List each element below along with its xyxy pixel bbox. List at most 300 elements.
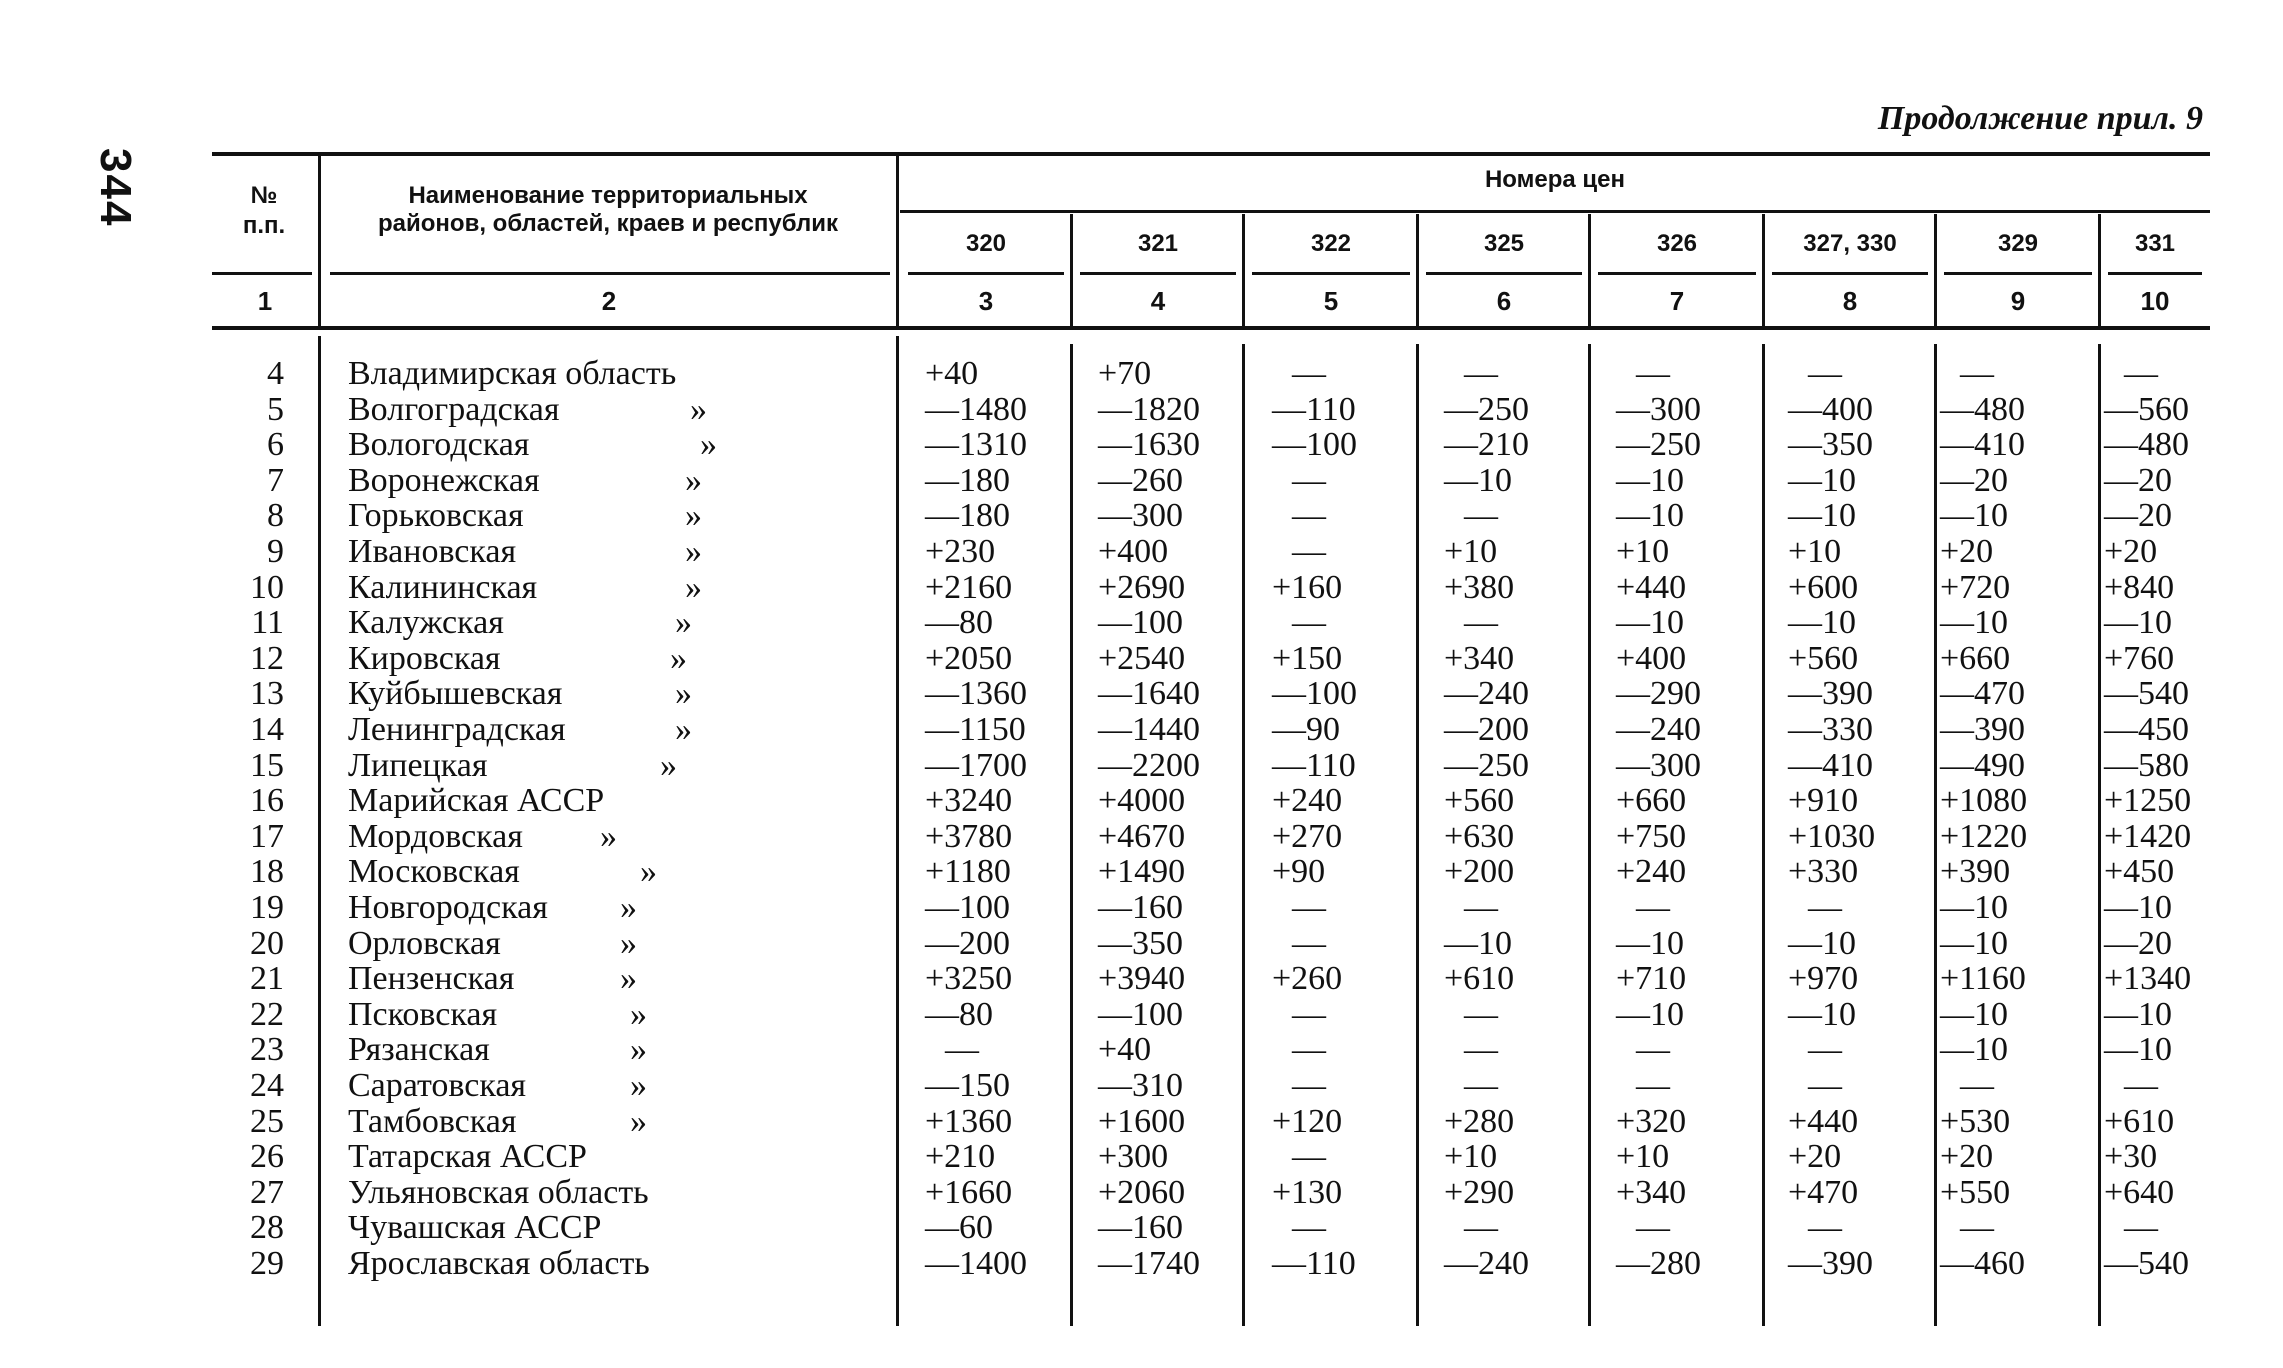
price-value: —10 (1616, 925, 1684, 962)
price-value: +710 (1616, 960, 1687, 997)
price-value: +200 (1444, 853, 1515, 890)
price-value: +4670 (1098, 818, 1186, 855)
price-value: —10 (2104, 604, 2172, 641)
ditto-mark: » (685, 462, 702, 499)
price-value: +610 (2104, 1103, 2175, 1140)
region-name: Липецкая (348, 747, 488, 784)
price-value: +1660 (925, 1174, 1013, 1211)
price-value: —20 (1940, 462, 2008, 499)
price-value: —150 (925, 1067, 1010, 1104)
ditto-mark: » (690, 391, 707, 428)
region-name: Ярославская область (348, 1245, 650, 1282)
price-value: —1640 (1098, 675, 1200, 712)
column-number: 8 (1842, 286, 1858, 316)
header-name-label: Наименование территориальных (408, 182, 808, 209)
ditto-mark: » (640, 853, 657, 890)
price-value: +130 (1272, 1174, 1343, 1211)
price-value: — (1464, 1067, 1498, 1104)
region-name: Новгородская (348, 889, 548, 926)
price-value: — (1960, 1067, 1994, 1104)
price-value: —210 (1444, 426, 1529, 463)
header-name-label-2: районов, областей, краев и республик (377, 210, 839, 237)
price-value: +120 (1272, 1103, 1343, 1140)
price-value: +450 (2104, 853, 2175, 890)
price-value: —10 (1444, 462, 1512, 499)
price-value: — (2124, 355, 2158, 392)
region-name: Марийская АССР (348, 782, 605, 819)
price-value: —460 (1940, 1245, 2025, 1282)
row-number: 27 (250, 1174, 284, 1211)
row-number: 22 (250, 996, 284, 1033)
price-value: +4000 (1098, 782, 1186, 819)
row-number: 23 (250, 1031, 284, 1068)
region-name: Воронежская (348, 462, 540, 499)
ditto-mark: » (630, 1067, 647, 1104)
price-value: +380 (1444, 569, 1515, 606)
price-value: +10 (1444, 533, 1498, 570)
price-value: —160 (1098, 889, 1183, 926)
ditto-mark: » (675, 604, 692, 641)
region-name: Калужская (348, 604, 504, 641)
price-value: +400 (1098, 533, 1169, 570)
price-value: — (1292, 1209, 1326, 1246)
price-value: +1220 (1940, 818, 2028, 855)
price-value: +750 (1616, 818, 1687, 855)
region-name: Татарская АССР (348, 1138, 587, 1175)
price-value: — (1808, 1209, 1842, 1246)
price-value: —10 (1940, 889, 2008, 926)
price-value: +400 (1616, 640, 1687, 677)
continuation-label: Продолжение прил. 9 (1877, 100, 2203, 137)
price-value: +390 (1940, 853, 2011, 890)
price-value: —200 (1444, 711, 1529, 748)
region-name: Пензенская (348, 960, 515, 997)
price-value: — (1808, 889, 1842, 926)
price-value: —300 (1098, 497, 1183, 534)
region-name: Кировская (348, 640, 501, 677)
ditto-mark: » (670, 640, 687, 677)
header-price-column: 320 (965, 230, 1007, 257)
ditto-mark: » (675, 711, 692, 748)
rule-v-col-body (1762, 344, 1765, 1326)
price-value: —560 (2104, 391, 2189, 428)
price-value: —540 (2104, 1245, 2189, 1282)
price-value: +290 (1444, 1174, 1515, 1211)
region-name: Ульяновская область (348, 1174, 649, 1211)
price-value: +3780 (925, 818, 1013, 855)
header-price-column: 325 (1483, 230, 1525, 257)
rule-header-bottom-col (1426, 272, 1582, 275)
price-value: +630 (1444, 818, 1515, 855)
price-value: —80 (925, 604, 993, 641)
row-number: 28 (250, 1209, 284, 1246)
price-value: — (1464, 1031, 1498, 1068)
price-value: — (1292, 925, 1326, 962)
price-value: +270 (1272, 818, 1343, 855)
region-name: Горьковская (348, 497, 524, 534)
price-value: +760 (2104, 640, 2175, 677)
price-value: — (1292, 1138, 1326, 1175)
row-number: 24 (250, 1067, 284, 1104)
header-num-label-2: п.п. (242, 212, 286, 239)
price-value: —10 (1788, 497, 1856, 534)
price-value: — (1960, 355, 1994, 392)
price-value: +40 (925, 355, 979, 392)
price-value: — (2124, 1067, 2158, 1104)
price-value: —10 (1788, 604, 1856, 641)
ditto-mark: » (675, 675, 692, 712)
price-value: —300 (1616, 391, 1701, 428)
row-number: 9 (267, 533, 284, 570)
price-value: —240 (1616, 711, 1701, 748)
column-number: 6 (1496, 286, 1512, 316)
price-value: —540 (2104, 675, 2189, 712)
price-value: —100 (1272, 426, 1357, 463)
price-value: — (1292, 996, 1326, 1033)
price-value: +2540 (1098, 640, 1186, 677)
ditto-mark: » (620, 925, 637, 962)
price-value: —480 (2104, 426, 2189, 463)
price-value: —480 (1940, 391, 2025, 428)
price-value: —490 (1940, 747, 2025, 784)
header-price-column: 326 (1656, 230, 1698, 257)
rule-v-col-body (1242, 344, 1245, 1326)
price-value: —240 (1444, 1245, 1529, 1282)
price-value: +210 (925, 1138, 996, 1175)
price-value: —10 (1616, 497, 1684, 534)
price-value: — (2124, 1209, 2158, 1246)
row-number: 16 (250, 782, 284, 819)
column-number: 10 (2140, 286, 2170, 316)
price-value: +720 (1940, 569, 2011, 606)
price-value: +340 (1444, 640, 1515, 677)
price-value: +1360 (925, 1103, 1013, 1140)
price-value: —250 (1444, 747, 1529, 784)
price-value: +150 (1272, 640, 1343, 677)
price-value: —100 (1098, 996, 1183, 1033)
region-name: Волгоградская (348, 391, 560, 428)
price-value: +330 (1788, 853, 1859, 890)
price-value: —10 (1940, 497, 2008, 534)
price-value: +1180 (925, 853, 1011, 890)
row-number: 7 (267, 462, 284, 499)
price-value: —20 (2104, 925, 2172, 962)
price-value: +20 (1940, 533, 1994, 570)
ditto-mark: » (685, 497, 702, 534)
region-name: Псковская (348, 996, 498, 1033)
price-value: —10 (1940, 925, 2008, 962)
region-name: Московская (348, 853, 520, 890)
price-value: — (1636, 1209, 1670, 1246)
price-value: —160 (1098, 1209, 1183, 1246)
price-value: — (1292, 355, 1326, 392)
rule-v-col-body (1070, 344, 1073, 1326)
region-name: Ивановская (348, 533, 517, 570)
rule-header-bottom-a (212, 272, 312, 275)
rule-prices-under (900, 210, 2210, 213)
price-value: — (1636, 355, 1670, 392)
row-number: 29 (250, 1245, 284, 1282)
header-price-column: 329 (1997, 230, 2039, 257)
ditto-mark: » (660, 747, 677, 784)
rule-top (212, 152, 2210, 156)
price-value: —10 (1444, 925, 1512, 962)
rule-header-bottom-col (1944, 272, 2092, 275)
column-number: 2 (601, 286, 617, 316)
price-value: — (1464, 889, 1498, 926)
row-number: 25 (250, 1103, 284, 1140)
price-value: —10 (1940, 1031, 2008, 1068)
price-value: +260 (1272, 960, 1343, 997)
price-value: —100 (1272, 675, 1357, 712)
price-value: +320 (1616, 1103, 1687, 1140)
price-value: —1310 (925, 426, 1027, 463)
price-value: — (1464, 1209, 1498, 1246)
price-value: —10 (1940, 996, 2008, 1033)
price-value: +160 (1272, 569, 1343, 606)
price-value: —110 (1272, 391, 1356, 428)
region-name: Мордовская (348, 818, 523, 855)
price-value: — (945, 1031, 979, 1068)
rule-header-bottom-col (1080, 272, 1236, 275)
ditto-mark: » (630, 996, 647, 1033)
price-value: +10 (1788, 533, 1842, 570)
price-value: +10 (1616, 1138, 1670, 1175)
price-value: —20 (2104, 497, 2172, 534)
rule-v-name-body (896, 336, 899, 1326)
price-value: —110 (1272, 1245, 1356, 1282)
region-name: Ленинградская (348, 711, 566, 748)
price-value: — (1292, 1067, 1326, 1104)
price-value: —1700 (925, 747, 1027, 784)
rule-v-col-body (2098, 344, 2101, 1326)
price-value: +560 (1788, 640, 1859, 677)
price-value: —80 (925, 996, 993, 1033)
price-value: +2050 (925, 640, 1013, 677)
price-value: +660 (1940, 640, 2011, 677)
price-value: —100 (1098, 604, 1183, 641)
price-value: —1820 (1098, 391, 1200, 428)
price-value: — (1636, 1067, 1670, 1104)
rule-colnum-bottom (212, 326, 2210, 330)
row-number: 10 (250, 569, 284, 606)
price-value: +1420 (2104, 818, 2192, 855)
column-number: 5 (1323, 286, 1339, 316)
price-value: +40 (1098, 1031, 1152, 1068)
price-value: +970 (1788, 960, 1859, 997)
price-value: +240 (1616, 853, 1687, 890)
price-value: +2060 (1098, 1174, 1186, 1211)
price-value: —10 (1788, 996, 1856, 1033)
price-value: +1080 (1940, 782, 2028, 819)
price-value: —10 (1616, 996, 1684, 1033)
price-value: +910 (1788, 782, 1859, 819)
row-number: 19 (250, 889, 284, 926)
price-value: +1160 (1940, 960, 2026, 997)
price-value: +340 (1616, 1174, 1687, 1211)
price-value: +3250 (925, 960, 1013, 997)
rule-v-num (318, 156, 321, 328)
region-name: Орловская (348, 925, 501, 962)
row-number: 13 (250, 675, 284, 712)
price-value: —10 (2104, 996, 2172, 1033)
price-value: +660 (1616, 782, 1687, 819)
row-number: 6 (267, 426, 284, 463)
rule-header-bottom-b (330, 272, 890, 275)
price-value: +90 (1272, 853, 1326, 890)
region-name: Тамбовская (348, 1103, 517, 1140)
price-value: +560 (1444, 782, 1515, 819)
price-value: —450 (2104, 711, 2189, 748)
price-value: +1250 (2104, 782, 2192, 819)
price-value: +2160 (925, 569, 1013, 606)
price-value: +550 (1940, 1174, 2011, 1211)
rule-header-bottom-col (908, 272, 1064, 275)
price-value: — (1464, 604, 1498, 641)
row-number: 8 (267, 497, 284, 534)
price-value: — (1808, 355, 1842, 392)
price-value: +2690 (1098, 569, 1186, 606)
price-value: —180 (925, 497, 1010, 534)
ditto-mark: » (620, 889, 637, 926)
price-value: —200 (925, 925, 1010, 962)
region-name: Рязанская (348, 1031, 490, 1068)
region-name: Вологодская (348, 426, 530, 463)
rule-v-num-body (318, 336, 321, 1326)
price-value: —10 (1616, 462, 1684, 499)
column-number: 3 (978, 286, 994, 316)
ditto-mark: » (600, 818, 617, 855)
price-value: —250 (1616, 426, 1701, 463)
price-value: —310 (1098, 1067, 1183, 1104)
price-value: —10 (2104, 1031, 2172, 1068)
price-value: —1630 (1098, 426, 1200, 463)
price-value: — (1292, 497, 1326, 534)
price-value: — (1636, 1031, 1670, 1068)
price-value: —60 (925, 1209, 993, 1246)
row-number: 5 (267, 391, 284, 428)
price-value: +70 (1098, 355, 1152, 392)
price-value: —2200 (1098, 747, 1200, 784)
rule-v-col-body (1416, 344, 1419, 1326)
price-value: —390 (1940, 711, 2025, 748)
price-value: —240 (1444, 675, 1529, 712)
ditto-mark: » (700, 426, 717, 463)
rule-header-bottom-col (1252, 272, 1410, 275)
price-value: +20 (1788, 1138, 1842, 1175)
header-price-column: 322 (1310, 230, 1352, 257)
price-value: — (1292, 604, 1326, 641)
row-number: 4 (267, 355, 284, 392)
region-name: Чувашская АССР (348, 1209, 602, 1246)
price-value: +640 (2104, 1174, 2175, 1211)
header-price-column: 321 (1137, 230, 1179, 257)
price-value: +1490 (1098, 853, 1186, 890)
price-value: —10 (1788, 925, 1856, 962)
price-value: +240 (1272, 782, 1343, 819)
price-value: +20 (2104, 533, 2158, 570)
header-price-column: 327, 330 (1803, 230, 1897, 257)
header-num-label: № (250, 182, 278, 209)
ditto-mark: » (685, 533, 702, 570)
price-value: +440 (1788, 1103, 1859, 1140)
price-value: — (1292, 1031, 1326, 1068)
column-number: 9 (2010, 286, 2026, 316)
price-value: —1150 (925, 711, 1026, 748)
price-value: —290 (1616, 675, 1701, 712)
rule-v-col-body (1588, 344, 1591, 1326)
region-name: Куйбышевская (348, 675, 563, 712)
row-number: 14 (250, 711, 284, 748)
price-value: — (1292, 462, 1326, 499)
price-value: +3240 (925, 782, 1013, 819)
rule-header-bottom-col (1772, 272, 1928, 275)
price-value: +280 (1444, 1103, 1515, 1140)
price-value: —410 (1788, 747, 1873, 784)
price-value: +440 (1616, 569, 1687, 606)
price-value: —1740 (1098, 1245, 1200, 1282)
price-value: +530 (1940, 1103, 2011, 1140)
page-number: 344 (91, 148, 140, 228)
price-value: —410 (1940, 426, 2025, 463)
price-value: —330 (1788, 711, 1873, 748)
price-value: +3940 (1098, 960, 1186, 997)
price-value: —350 (1788, 426, 1873, 463)
price-value: —1440 (1098, 711, 1200, 748)
price-value: —580 (2104, 747, 2189, 784)
price-value: +1030 (1788, 818, 1876, 855)
row-number: 21 (250, 960, 284, 997)
row-number: 17 (250, 818, 284, 855)
price-value: — (1960, 1209, 1994, 1246)
price-value: +20 (1940, 1138, 1994, 1175)
price-value: —180 (925, 462, 1010, 499)
column-number: 4 (1150, 286, 1166, 316)
region-name: Калининская (348, 569, 538, 606)
row-number: 26 (250, 1138, 284, 1175)
region-name: Владимирская область (348, 355, 677, 392)
rule-v-name (896, 156, 899, 328)
price-value: —300 (1616, 747, 1701, 784)
price-value: —390 (1788, 1245, 1873, 1282)
rule-header-bottom-col (1598, 272, 1756, 275)
price-value: +230 (925, 533, 996, 570)
region-name: Саратовская (348, 1067, 527, 1104)
price-value: +300 (1098, 1138, 1169, 1175)
price-value: +1340 (2104, 960, 2192, 997)
price-value: +10 (1444, 1138, 1498, 1175)
price-value: —1400 (925, 1245, 1027, 1282)
price-value: —90 (1272, 711, 1340, 748)
price-value: +30 (2104, 1138, 2158, 1175)
column-number: 1 (257, 286, 273, 316)
price-value: —1360 (925, 675, 1027, 712)
price-value: —1480 (925, 391, 1027, 428)
price-value: —260 (1098, 462, 1183, 499)
header-prices-label: Номера цен (1484, 166, 1626, 193)
price-value: — (1636, 889, 1670, 926)
row-number: 18 (250, 853, 284, 890)
price-value: —250 (1444, 391, 1529, 428)
row-number: 20 (250, 925, 284, 962)
price-value: —400 (1788, 391, 1873, 428)
price-value: —110 (1272, 747, 1356, 784)
column-number: 7 (1669, 286, 1685, 316)
price-value: +610 (1444, 960, 1515, 997)
price-value: +1600 (1098, 1103, 1186, 1140)
header-price-column: 331 (2134, 230, 2176, 257)
price-value: —280 (1616, 1245, 1701, 1282)
